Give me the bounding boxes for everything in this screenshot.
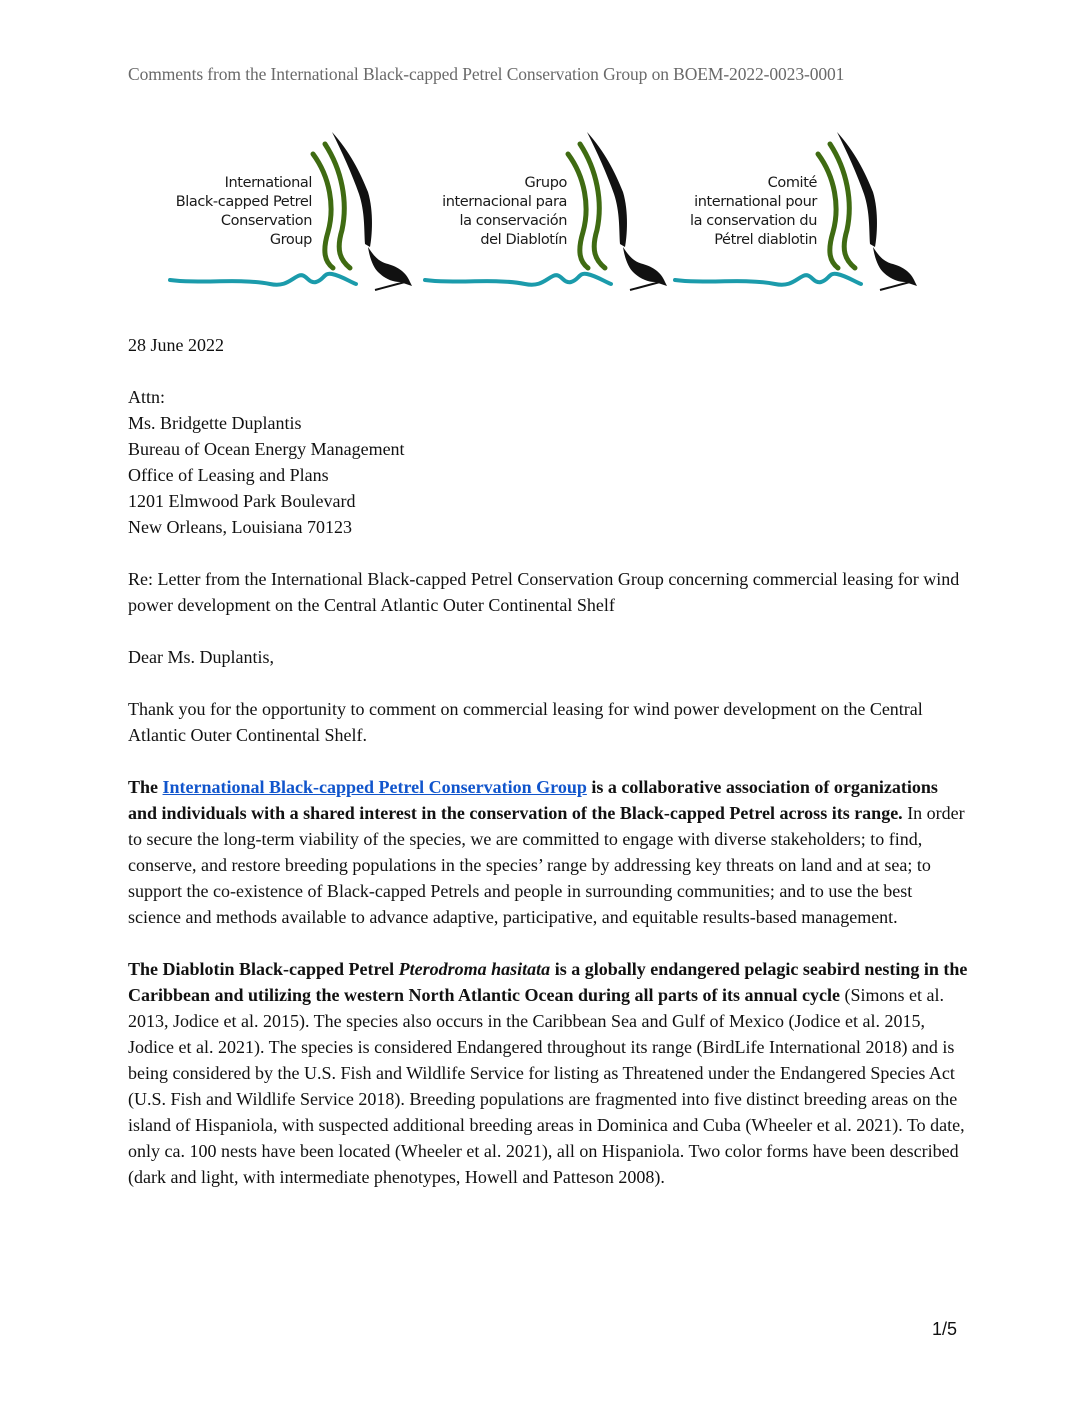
logo-line: international pour	[694, 194, 817, 210]
attn-label: Attn:	[128, 387, 166, 407]
body-text: (Simons et al. 2013, Jodice et al. 2015). The species also occurs in the Caribbean Sea and Gulf of Mexico (Jodice et al. 2015, Jodice et al. 2021). The species is considered Endangered throughout its range (BirdLife International 2018) and is being considered by the U.S. Fish and Wildlife Service for listing as Threatened under the Endangered Species Act (U.S. Fish and Wildlife Service 2018). Breeding populations are fragmented into five distinct breeding areas on the island of Hispaniola, with suspected additional breeding areas in Dominica and Cuba (Wheeler et al. 2021). To date, only ca. 100 nests have been located (Wheeler et al. 2021), all on Hispaniola. Two color forms have been described (dark and light, with intermediate phenotypes, Howell and Patteson 2008).	[128, 985, 965, 1187]
paragraph-intro: Thank you for the opportunity to comment on commercial leasing for wind power development on the Central Atlantic Outer Continental Shelf.	[128, 699, 923, 745]
body-text: In order to secure the long-term viability of the species, we are committed to engage with diverse stakeholders; to find, conserve, and restore breeding populations in the species’ range by addressing key threats on land and at sea; to support the co-existence of Black-capped Petrels and people in surrounding communities; and to use the best science and methods available to advance adaptive, participative, and equitable results-based management.	[128, 803, 965, 927]
logo-line: Conservation	[220, 213, 312, 229]
bold-text: is a globally endangered pelagic seabird nesting in the Caribbean and utilizing the western North Atlantic Ocean during all parts of its annual cycle	[128, 959, 968, 1005]
letter-date: 28 June 2022	[128, 335, 224, 355]
logo-line: del Diablotín	[480, 232, 567, 248]
species-name: Pterodroma hasitata	[398, 959, 551, 979]
logo-text	[442, 174, 567, 250]
logo-line: Comité	[767, 175, 817, 191]
logo-line: la conservation du	[689, 213, 817, 229]
recipient-office: Office of Leasing and Plans	[128, 465, 329, 485]
logo-english	[160, 122, 420, 307]
logo-banner	[160, 122, 930, 307]
recipient-city: New Orleans, Louisiana 70123	[128, 517, 352, 537]
bold-text: is a collaborative association of organizations and individuals with a shared interest in the conservation of the Black-capped Petrel across its range.	[128, 777, 938, 823]
paragraph-about-group	[128, 774, 968, 930]
bold-text: The Diablotin Black-capped Petrel	[128, 959, 399, 979]
group-website-link[interactable]: International Black-capped Petrel Conservation Group	[162, 777, 587, 797]
logo-line: internacional para	[442, 194, 567, 210]
recipient-street: 1201 Elmwood Park Boulevard	[128, 491, 356, 511]
recipient-name: Ms. Bridgette Duplantis	[128, 413, 302, 433]
logo-line: Grupo	[524, 175, 567, 191]
paragraph-species	[128, 956, 968, 1190]
logo-french	[665, 122, 925, 307]
logo-line: la conservación	[459, 213, 567, 229]
logo-text	[690, 174, 817, 250]
logo-line: Pétrel diablotin	[714, 232, 817, 248]
letter-body	[128, 332, 968, 1190]
logo-line: International	[224, 175, 312, 191]
salutation: Dear Ms. Duplantis,	[128, 647, 274, 667]
logo-spanish	[415, 122, 675, 307]
re-line: Re: Letter from the International Black-capped Petrel Conservation Group concerning commercial leasing for wind power development on the Central Atlantic Outer Continental Shelf	[128, 569, 960, 615]
bold-text: The	[128, 777, 163, 797]
document-header: Comments from the International Black-capped Petrel Conservation Group on BOEM-2022-0023-0001	[128, 64, 845, 84]
recipient-org: Bureau of Ocean Energy Management	[128, 439, 405, 459]
logo-text	[176, 174, 312, 250]
logo-line: Group	[269, 232, 312, 248]
page-number: 1/5	[932, 1319, 958, 1339]
logo-line: Black-capped Petrel	[175, 194, 312, 210]
